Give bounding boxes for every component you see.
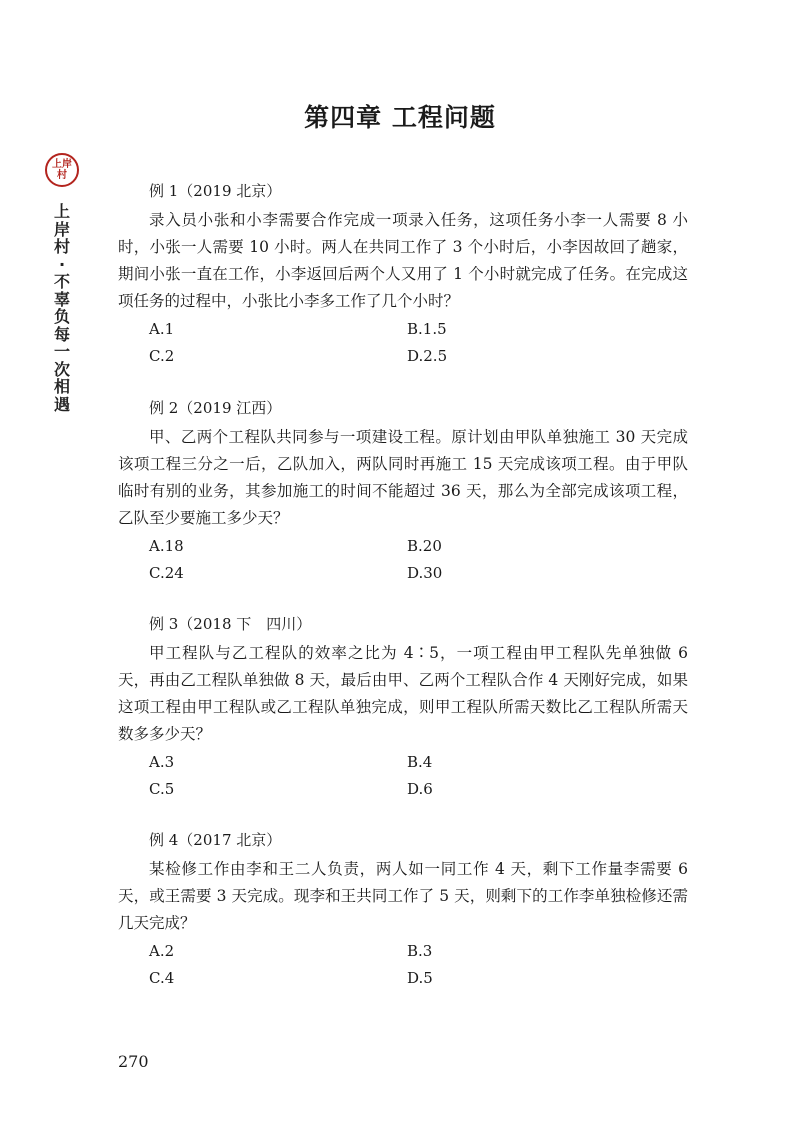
question-stem: 录入员小张和小李需要合作完成一项录入任务，这项任务小李一人需要 8 小时，小张一人需要 10 小时。两人在共同工作了 3 个小时后，小李因故回了趟家，期间小张一直在工作，小李返回后两个人又用了 1 个小时就完成了任务。在完成这项任务的过程中，小张比小李多工作了几个小时？ bbox=[118, 211, 688, 310]
page-number: 270 bbox=[118, 1052, 149, 1071]
question-label: 例 4（2017 北京） bbox=[149, 831, 282, 849]
option-a: A.18 bbox=[149, 537, 184, 555]
question-stem: 甲工程队与乙工程队的效率之比为 4∶5，一项工程由甲工程队先单独做 6 天，再由乙工程队单独做 8 天，最后由甲、乙两个工程队合作 4 天刚好完成，如果这项工程由甲工程队或乙工程队单独完成，则甲工程队所需天数比乙工程队所需天数多多少天？ bbox=[118, 644, 688, 743]
option-b: B.1.5 bbox=[407, 320, 447, 338]
option-b: B.3 bbox=[407, 942, 433, 960]
seal-text: 上岸村 bbox=[52, 159, 72, 181]
option-c: C.4 bbox=[149, 969, 175, 987]
question-label: 例 3（2018 下 四川） bbox=[149, 615, 312, 633]
question-stem: 某检修工作由李和王二人负责，两人如一同工作 4 天，剩下工作量李需要 6 天，或王需要 3 天完成。现李和王共同工作了 5 天，则剩下的工作李单独检修还需几天完成？ bbox=[118, 860, 688, 932]
option-a: A.1 bbox=[149, 320, 175, 338]
option-b: B.4 bbox=[407, 753, 433, 771]
question-4 bbox=[118, 830, 688, 992]
option-d: D.5 bbox=[407, 969, 433, 987]
sidebar bbox=[42, 153, 82, 413]
options bbox=[118, 938, 688, 992]
question-stem: 甲、乙两个工程队共同参与一项建设工程。原计划由甲队单独施工 30 天完成该项工程三分之一后，乙队加入，两队同时再施工 15 天完成该项工程。由于甲队临时有别的业务，其参加施工的时间不能超过 36 天，那么为全部完成该项工程，乙队至少要施工多少天？ bbox=[118, 428, 688, 527]
option-c: C.2 bbox=[149, 347, 175, 365]
question-label: 例 1（2019 北京） bbox=[149, 182, 282, 200]
option-c: C.24 bbox=[149, 564, 184, 582]
question-1 bbox=[118, 181, 688, 370]
question-2 bbox=[118, 398, 688, 587]
option-d: D.6 bbox=[407, 780, 433, 798]
option-d: D.2.5 bbox=[407, 347, 448, 365]
vertical-slogan: 上岸村·不辜负每一次相遇 bbox=[53, 202, 70, 414]
option-c: C.5 bbox=[149, 780, 175, 798]
question-label: 例 2（2019 江西） bbox=[149, 399, 282, 417]
question-3 bbox=[118, 614, 688, 803]
options bbox=[118, 533, 688, 587]
option-d: D.30 bbox=[407, 564, 443, 582]
options bbox=[118, 749, 688, 803]
option-a: A.2 bbox=[149, 942, 175, 960]
option-b: B.20 bbox=[407, 537, 442, 555]
option-a: A.3 bbox=[149, 753, 175, 771]
seal-logo bbox=[45, 153, 79, 187]
options bbox=[118, 316, 688, 370]
chapter-title: 第四章 工程问题 bbox=[304, 103, 496, 132]
